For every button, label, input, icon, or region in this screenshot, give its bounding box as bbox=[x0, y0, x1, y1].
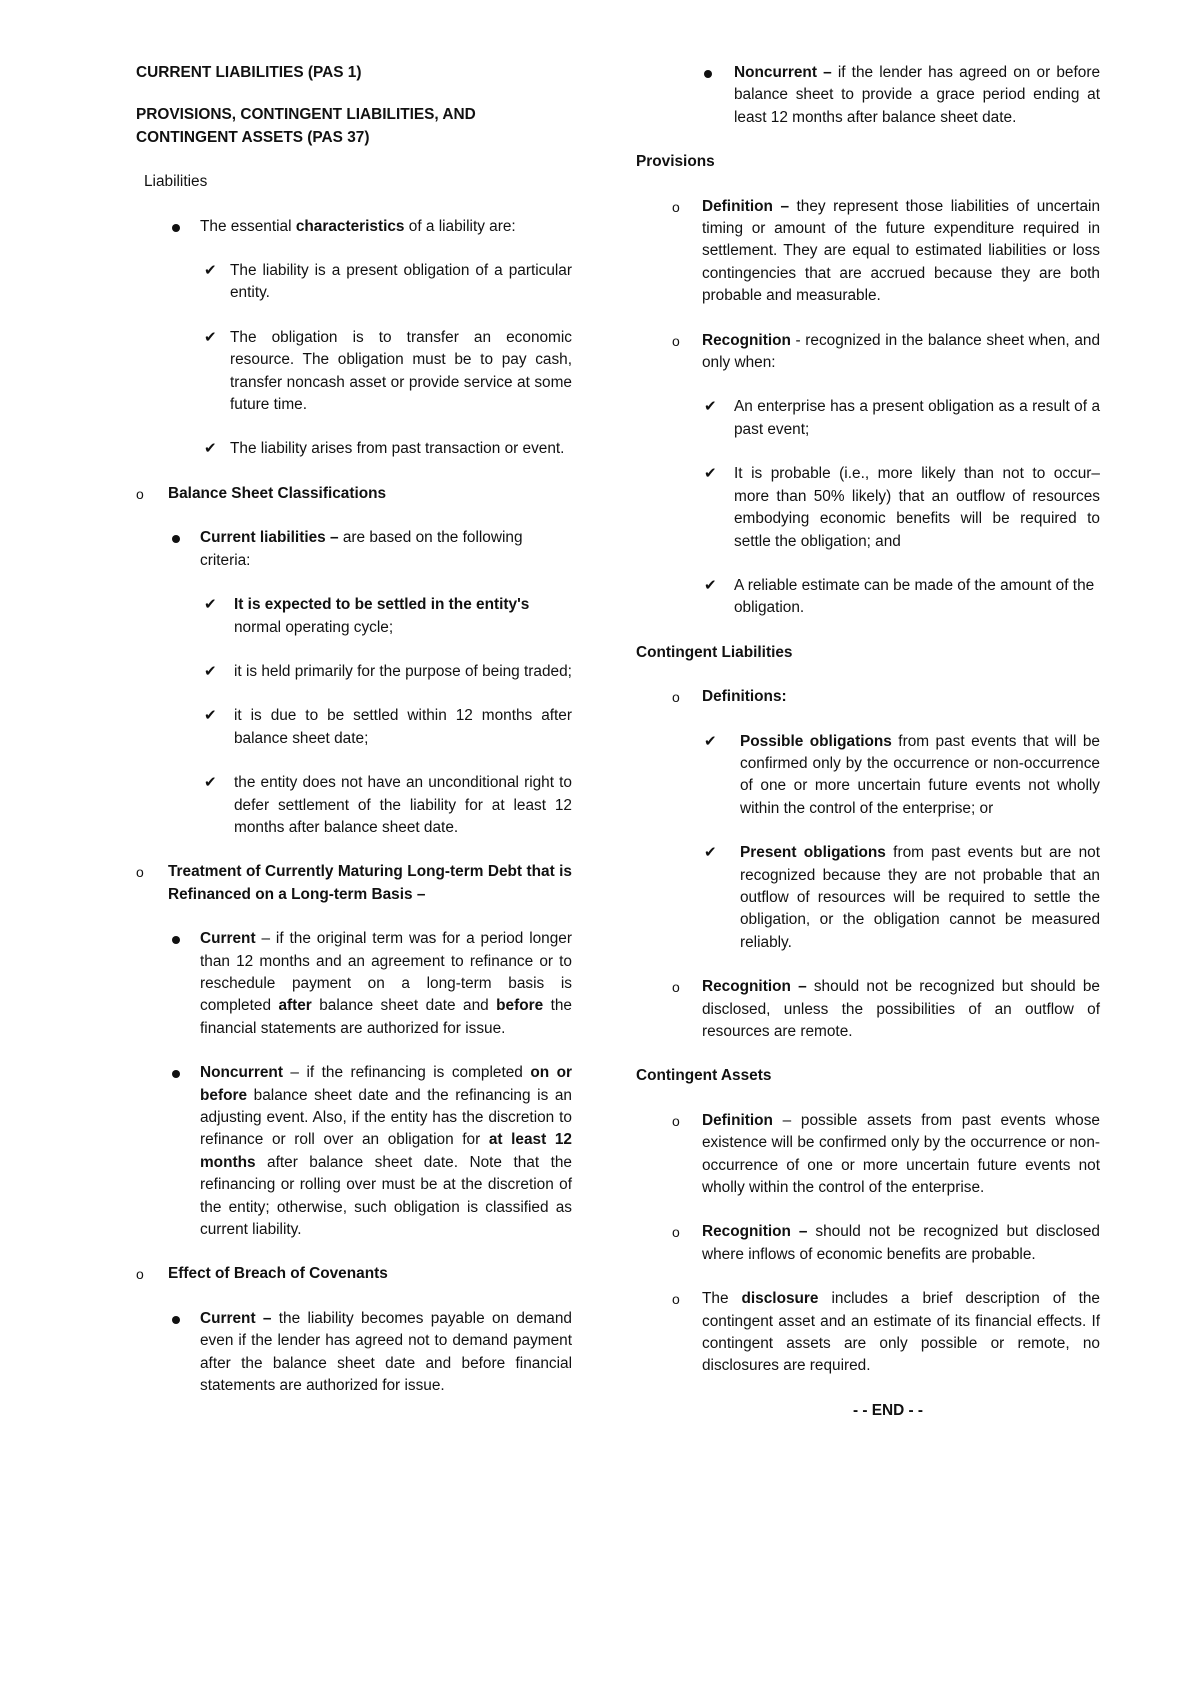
provision-definition-item: o Definition – they represent those liabilities of uncertain timing or amount of the future expenditure required in settlement. They are equal to estimated liabilities or loss contingencies that are accrued because they are both probable and measurable. bbox=[672, 197, 1101, 305]
provision-recognition-item: o Recognition - recognized in the balance sheet when, and only when: bbox=[672, 331, 1100, 372]
cl-definition-entry: ✔ Present obligations from past events but are not recognized because they are not probable that an outflow of resources will be required to settle the obligation, or the obligation cannot be measured reliably. bbox=[704, 844, 1100, 951]
check-icon: ✔ bbox=[704, 844, 717, 862]
contingent-assets-heading: Contingent Assets bbox=[636, 1067, 772, 1085]
treatment-current-item: Current – if the original term was for a period longer than 12 months and an agreement to refinance or to reschedule payment on a long-term basis is completed after balance sheet date and before the financial statements are authorized for issue. bbox=[136, 928, 572, 1040]
circle-bullet-icon: o bbox=[672, 332, 680, 349]
bullet-icon bbox=[172, 224, 180, 232]
circle-bullet-icon: o bbox=[672, 689, 680, 706]
treatment-heading: o Treatment of Currently Maturing Long-term Debt that is Refinanced on a Long-term Basis – bbox=[136, 863, 572, 903]
bullet-icon bbox=[172, 1316, 180, 1324]
right-column bbox=[636, 62, 1100, 1422]
cl-definitions-item: o Definitions: bbox=[636, 686, 1100, 708]
check-icon: ✔ bbox=[204, 662, 217, 680]
check-icon: ✔ bbox=[704, 576, 717, 594]
check-icon: ✔ bbox=[704, 732, 717, 750]
characteristic-item: ✔ The liability arises from past transaction or event. bbox=[136, 438, 572, 460]
check-icon: ✔ bbox=[204, 262, 217, 280]
bullet-icon bbox=[172, 535, 180, 543]
current-liabilities-item: Current liabilities – are based on the following criteria: bbox=[136, 527, 572, 572]
ca-recognition-item: o Recognition – should not be recognized but disclosed where inflows of economic benefits are probable. bbox=[672, 1223, 1100, 1263]
breach-noncurrent-item: Noncurrent – if the lender has agreed on or before balance sheet to provide a grace period ending at least 12 months after balance sheet date. bbox=[636, 62, 1100, 129]
treatment-noncurrent-item: Noncurrent – if the refinancing is completed on or before balance sheet date and the refinancing is an adjusting event. Also, if the entity has the discretion to refinance or roll over an obligation for at least 12 months after balance sheet date. Note that the refinancing or rolling over must be at the discretion of the entity; otherwise, such obligation is classified as current liability. bbox=[136, 1062, 572, 1241]
check-icon: ✔ bbox=[704, 398, 717, 416]
recognition-criteria-item: ✔ It is probable (i.e., more likely than not to occur– more than 50% likely) that an outflow of resources embodying economic benefits will be required to settle the obligation; and bbox=[704, 465, 1100, 550]
circle-bullet-icon: o bbox=[672, 1291, 680, 1308]
check-icon: ✔ bbox=[204, 774, 217, 792]
ca-definition-item: o Definition – possible assets from past events whose existence will be confirmed only by the occurrence or non-occurrence of one or more uncertain future events not wholly within the control of the enterprise. bbox=[672, 1111, 1100, 1197]
bsc-heading: o Balance Sheet Classifications bbox=[136, 483, 572, 505]
circle-bullet-icon: o bbox=[672, 198, 680, 215]
check-icon: ✔ bbox=[204, 440, 217, 458]
recognition-criteria-item: ✔ An enterprise has a present obligation as a result of a past event; bbox=[704, 398, 1100, 438]
doc-title-2: PROVISIONS, CONTINGENT LIABILITIES, AND CONTINGENT ASSETS (PAS 37) bbox=[136, 106, 476, 146]
bullet-icon bbox=[172, 1070, 180, 1078]
circle-bullet-icon: o bbox=[136, 485, 144, 502]
essential-characteristics: The essential characteristics of a liability are: bbox=[136, 216, 572, 238]
doc-title-1: CURRENT LIABILITIES (PAS 1) bbox=[136, 64, 362, 81]
breach-heading: o Effect of Breach of Covenants bbox=[136, 1263, 572, 1285]
circle-bullet-icon: o bbox=[136, 1266, 144, 1283]
check-icon: ✔ bbox=[204, 328, 217, 346]
cl-definition-entry: ✔ Possible obligations from past events that will be confirmed only by the occurrence or non-occurrence of one or more uncertain future events not wholly within the control of the enterprise; or bbox=[704, 732, 1100, 817]
cl-recognition-item: o Recognition – should not be recognized but should be disclosed, unless the possibilities of an outflow of resources are remote. bbox=[672, 978, 1100, 1040]
check-icon: ✔ bbox=[204, 707, 217, 725]
circle-bullet-icon: o bbox=[672, 979, 680, 996]
criteria-item: ✔ the entity does not have an unconditional right to defer settlement of the liability for at least 12 months after balance sheet date. bbox=[204, 774, 572, 836]
bullet-icon bbox=[704, 70, 712, 78]
characteristic-item: ✔ The obligation is to transfer an economic resource. The obligation must be to pay cash, transfer noncash asset or provide service at some future time. bbox=[204, 328, 572, 414]
bullet-icon bbox=[172, 936, 180, 944]
circle-bullet-icon: o bbox=[136, 864, 144, 881]
criteria-item: ✔ it is due to be settled within 12 months after balance sheet date; bbox=[204, 707, 572, 747]
breach-current-item: Current – the liability becomes payable on demand even if the lender has agreed not to demand payment after the balance sheet date and before financial statements are authorized for issue. bbox=[136, 1308, 572, 1398]
check-icon: ✔ bbox=[204, 596, 217, 614]
circle-bullet-icon: o bbox=[672, 1224, 680, 1241]
circle-bullet-icon: o bbox=[672, 1112, 680, 1129]
end-marker: - - END - - bbox=[852, 1401, 924, 1419]
liabilities-heading: Liabilities bbox=[144, 173, 208, 191]
recognition-criteria-item: ✔ A reliable estimate can be made of the amount of the obligation. bbox=[704, 576, 1095, 617]
provisions-heading: Provisions bbox=[636, 153, 715, 171]
criteria-item: ✔ It is expected to be settled in the entity's normal operating cycle; bbox=[204, 596, 530, 636]
characteristic-item: ✔ The liability is a present obligation of a particular entity. bbox=[204, 262, 572, 302]
left-column bbox=[136, 62, 572, 1419]
contingent-liabilities-heading: Contingent Liabilities bbox=[636, 643, 793, 661]
ca-disclosure-item: o The disclosure includes a brief description of the contingent asset and an estimate of its financial effects. If contingent assets are only possible or remote, no disclosures are required. bbox=[672, 1290, 1100, 1375]
check-icon: ✔ bbox=[704, 465, 717, 483]
criteria-item: ✔ it is held primarily for the purpose of being traded; bbox=[136, 661, 572, 683]
